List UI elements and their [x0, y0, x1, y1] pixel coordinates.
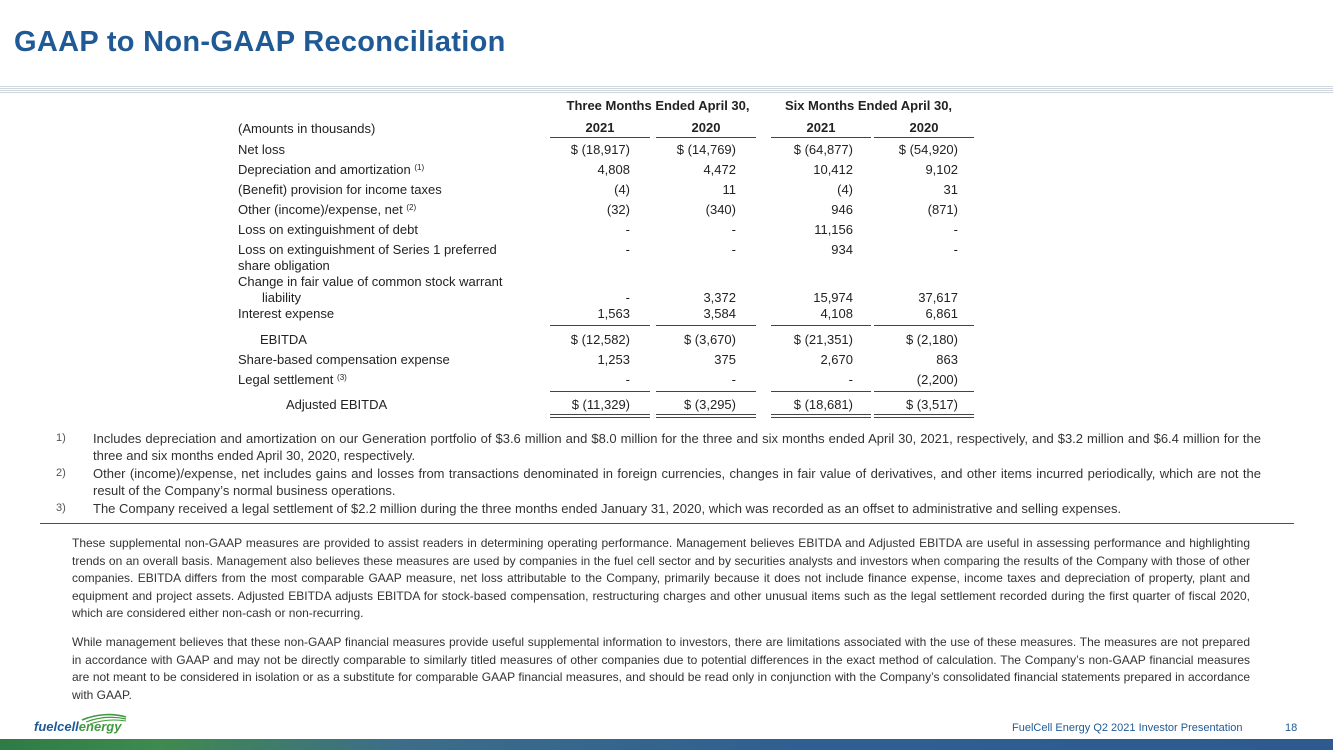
cell-value: 10,412	[813, 162, 853, 177]
table-row	[238, 142, 968, 162]
cell-value: 37,617	[918, 290, 958, 305]
cell-value: -	[848, 372, 853, 387]
cell-value: 3,584	[703, 306, 736, 321]
cell-value: -	[625, 242, 630, 257]
cell-value: 4,808	[597, 162, 630, 177]
cell-value: 4,108	[820, 306, 853, 321]
year-header: 2020	[874, 120, 974, 138]
footnote-text: Other (income)/expense, net includes gains and losses from transactions denominated in foreign currencies, changes in fair value of derivatives, and other items incurred periodically, which are not the result of the Company’s normal business operations.	[93, 466, 1261, 498]
footnote	[56, 465, 1261, 499]
header-rule	[0, 86, 1333, 94]
cell-value: 9,102	[925, 162, 958, 177]
footnote-text: Includes depreciation and amortization on our Generation portfolio of $3.6 million and $8.0 million for the three and six months ended April 30, 2021, respectively, and $3.2 million and $6.4 million for the three and six months ended April 30, 2020, respectively.	[93, 431, 1261, 463]
cell-value: -	[731, 372, 736, 387]
cell-value: 3,372	[703, 290, 736, 305]
fuelcellenergy-logo	[34, 711, 134, 737]
row-label: Adjusted EBITDA	[286, 397, 388, 412]
table-row	[238, 352, 968, 372]
row-label: EBITDA	[260, 332, 307, 347]
cell-value: $ (64,877)	[793, 142, 853, 157]
row-label-line2: liability	[262, 290, 302, 305]
table-group-header-row	[238, 98, 968, 117]
row-label-text: Depreciation and amortization	[238, 162, 411, 177]
cell-value: -	[625, 372, 630, 387]
subtotal-rule	[874, 325, 974, 326]
disclosure-paragraph: While management believes that these non-GAAP financial measures provide useful supplemental information to investors, there are limitations associated with the use of these measures. The measures are not prepared in accordance with GAAP and may not be directly comparable to similarly titled measures of other companies due to potential differences in the exact method of calculation. The Company’s non-GAAP financial measures are not meant to be considered in isolation or as a substitute for comparable GAAP financial measures, and should be read only in conjunction with the Company’s consolidated financial statements prepared in accordance with GAAP.	[72, 635, 1250, 702]
cell-value: 15,974	[813, 290, 853, 305]
row-label-line1: Loss on extinguishment of Series 1 preferred	[238, 242, 497, 257]
cell-value: 946	[831, 202, 853, 217]
row-label	[238, 202, 416, 217]
footer-presentation-title: FuelCell Energy Q2 2021 Investor Presentation	[1012, 722, 1243, 734]
row-label	[238, 372, 347, 387]
cell-value: $ (3,670)	[683, 332, 736, 347]
cell-value: $ (2,180)	[905, 332, 958, 347]
footnote-number: 3)	[56, 502, 66, 514]
year-header: 2020	[656, 120, 756, 138]
page-title: GAAP to Non-GAAP Reconciliation	[14, 26, 506, 58]
cell-value: -	[953, 222, 958, 237]
cell-value: $ (3,517)	[905, 397, 958, 412]
total-double-rule	[656, 414, 756, 418]
cell-value: $ (3,295)	[683, 397, 736, 412]
footnote-number: 1)	[56, 432, 66, 444]
footnote-ref: (2)	[406, 203, 417, 212]
cell-value: 11	[722, 182, 736, 197]
subtotal-rule	[550, 391, 650, 392]
row-label	[238, 242, 497, 274]
subtotal-rule	[771, 391, 871, 392]
cell-value: 1,563	[597, 306, 630, 321]
cell-value: (871)	[927, 202, 958, 217]
row-label: (Benefit) provision for income taxes	[238, 182, 442, 197]
table-row	[238, 372, 968, 394]
row-label-line2: share obligation	[238, 258, 330, 273]
subtotal-rule	[771, 325, 871, 326]
year-header: 2021	[771, 120, 871, 138]
footnote-ref: (1)	[414, 163, 425, 172]
table-row	[238, 274, 968, 306]
subtotal-rule	[656, 391, 756, 392]
row-label: Net loss	[238, 142, 285, 157]
year-header: 2021	[550, 120, 650, 138]
subtotal-rule	[656, 325, 756, 326]
row-label: Interest expense	[238, 306, 335, 321]
row-label-line1: Change in fair value of common stock warrant	[238, 274, 503, 289]
table-row	[238, 162, 968, 182]
cell-value: $ (18,917)	[570, 142, 630, 157]
cell-value: (32)	[606, 202, 630, 217]
table-row	[238, 202, 968, 222]
group-header-three-months: Three Months Ended April 30,	[566, 98, 750, 113]
cell-value: -	[731, 242, 736, 257]
footnote	[56, 500, 1261, 517]
disclosure-paragraph: These supplemental non-GAAP measures are provided to assist readers in determining operating performance. Management believes EBITDA and Adjusted EBITDA are useful in assessing performance and highlighting trends on an overall basis. Management also believes these measures are used by companies in the fuel cell sector and by securities analysts and investors when comparing the results of the Company with those of other companies. EBITDA differs from the most comparable GAAP measure, net loss attributable to the Company, primarily because it does not include finance expense, income taxes and depreciation of property, plant and equipment and project assets. Adjusted EBITDA adjusts EBITDA for stock-based compensation, restructuring charges and other unusual items such as the legal settlement recorded during the first quarter of fiscal 2020, which are considered either non-cash or non-recurring.	[72, 536, 1250, 620]
reconciliation-table	[238, 98, 968, 420]
cell-value: (4)	[837, 182, 853, 197]
subtotal-rule	[874, 391, 974, 392]
cell-value: $ (18,681)	[793, 397, 853, 412]
page-number: 18	[1285, 722, 1298, 734]
cell-value: 2,670	[820, 352, 853, 367]
cell-value: 11,156	[814, 222, 853, 237]
cell-value: (340)	[705, 202, 736, 217]
table-row	[238, 242, 968, 274]
footnote-number: 2)	[56, 467, 66, 479]
cell-value: (2,200)	[916, 372, 958, 387]
cell-value: 31	[943, 182, 958, 197]
cell-value: $ (11,329)	[571, 397, 630, 412]
row-label-text: Legal settlement	[238, 372, 334, 387]
footnote-text: The Company received a legal settlement of $2.2 million during the three months ended January 31, 2020, which was recorded as an offset to administrative and selling expenses.	[93, 501, 1122, 516]
cell-value: 6,861	[925, 306, 958, 321]
cell-value: (4)	[614, 182, 630, 197]
table-row	[238, 394, 968, 420]
cell-value: -	[625, 290, 630, 305]
cell-value: $ (12,582)	[570, 332, 630, 347]
cell-value: 934	[831, 242, 853, 257]
cell-value: 375	[714, 352, 736, 367]
subtotal-rule	[550, 325, 650, 326]
footnotes	[56, 430, 1261, 518]
total-double-rule	[550, 414, 650, 418]
row-label: Share-based compensation expense	[238, 352, 450, 367]
table-row	[238, 306, 968, 328]
row-label	[238, 162, 424, 177]
cell-value: 863	[936, 352, 958, 367]
footer-bar	[0, 739, 1333, 750]
cell-value: $ (21,351)	[793, 332, 853, 347]
section-divider	[40, 523, 1294, 524]
cell-value: -	[953, 242, 958, 257]
group-header-six-months: Six Months Ended April 30,	[784, 98, 953, 113]
cell-value: -	[731, 222, 736, 237]
cell-value: 4,472	[703, 162, 736, 177]
table-row	[238, 222, 968, 242]
footnote-ref: (3)	[337, 373, 347, 382]
row-label: Loss on extinguishment of debt	[238, 222, 418, 237]
total-double-rule	[874, 414, 974, 418]
table-row	[238, 328, 968, 350]
cell-value: 1,253	[597, 352, 630, 367]
footnote	[56, 430, 1261, 464]
row-label-text: Other (income)/expense, net	[238, 202, 403, 217]
row-label	[238, 274, 502, 306]
cell-value: -	[625, 222, 630, 237]
cell-value: $ (14,769)	[676, 142, 736, 157]
cell-value: $ (54,920)	[898, 142, 958, 157]
table-row	[238, 182, 968, 202]
total-double-rule	[771, 414, 871, 418]
table-year-header-row	[238, 117, 968, 139]
amounts-label: (Amounts in thousands)	[238, 121, 376, 136]
svg-text:fuelcellenergy: fuelcellenergy	[34, 719, 122, 734]
